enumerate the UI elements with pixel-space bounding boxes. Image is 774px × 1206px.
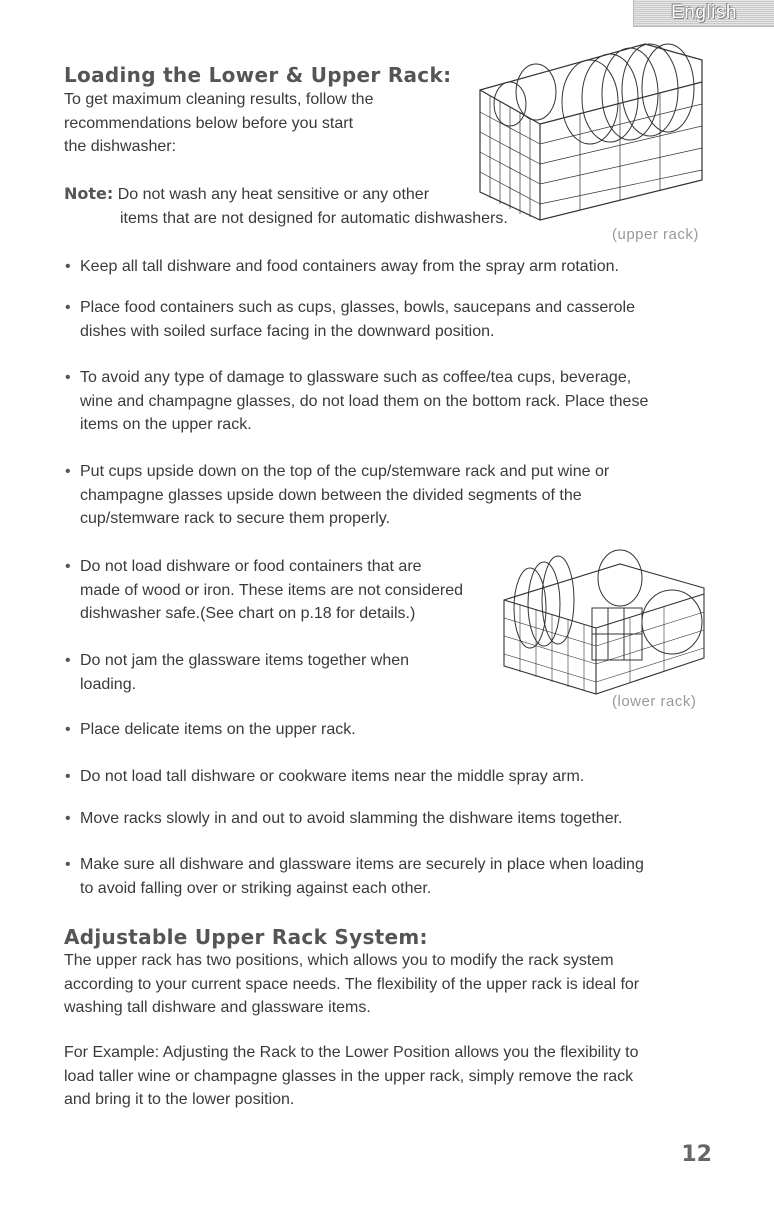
bullet-line: • To avoid any type of damage to glassware such as coffee/tea cups, beverage, xyxy=(80,369,632,386)
bullet-line: • Make sure all dishware and glassware items are securely in place when loading xyxy=(80,856,644,873)
bullet-item xyxy=(64,853,644,900)
bullet-item xyxy=(64,255,619,279)
bullet-item xyxy=(64,366,648,437)
bullet-item xyxy=(64,765,584,789)
paragraph-line: washing tall dishware and glassware items. xyxy=(64,999,371,1016)
bullet-line: loading. xyxy=(80,675,137,693)
bullet-item xyxy=(64,555,463,626)
bullet-line: • Do not jam the glassware items together when xyxy=(80,652,410,669)
section-title-loading: Loading the Lower & Upper Rack: xyxy=(64,63,452,87)
page-number: 12 xyxy=(681,1142,712,1167)
paragraph-line: according to your current space needs. The flexibility of the upper rack is ideal for xyxy=(64,975,640,993)
language-label: English xyxy=(671,2,737,23)
bullet-line: champagne glasses upside down between the divided segments of the xyxy=(80,486,582,504)
language-tab xyxy=(633,0,774,27)
bullet-item xyxy=(64,807,622,831)
upper-rack-illustration xyxy=(470,32,710,222)
intro-line: recommendations below before you start xyxy=(64,114,354,132)
bullet-line: to avoid falling over or striking against each other. xyxy=(80,879,432,897)
intro-line: the dishwasher: xyxy=(64,138,177,155)
bullet-line: cup/stemware rack to secure them properly. xyxy=(80,510,391,527)
note-label: Note: xyxy=(64,184,114,203)
bullet-line: wine and champagne glasses, do not load them on the bottom rack. Place these xyxy=(80,392,649,410)
bullet-item xyxy=(64,718,356,742)
bullet-line: • Do not load tall dishware or cookware items near the middle spray arm. xyxy=(80,768,585,785)
paragraph-line: and bring it to the lower position. xyxy=(64,1091,295,1108)
upper-rack-caption: (upper rack) xyxy=(612,226,699,243)
paragraph-line: For Example: Adjusting the Rack to the Lower Position allows you the flexibility to xyxy=(64,1044,639,1061)
paragraph-line: The upper rack has two positions, which allows you to modify the rack system xyxy=(64,952,614,969)
bullet-line: • Move racks slowly in and out to avoid slamming the dishware items together. xyxy=(80,810,623,827)
bullet-item xyxy=(64,649,409,696)
bullet-line: • Do not load dishware or food containers that are xyxy=(80,558,422,575)
bullet-item xyxy=(64,296,635,343)
adjustable-paragraph-2 xyxy=(64,1041,639,1112)
note-line: Do not wash any heat sensitive or any other xyxy=(117,186,430,203)
bullet-line: • Keep all tall dishware and food containers away from the spray arm rotation. xyxy=(80,258,619,275)
paragraph-line: load taller wine or champagne glasses in the upper rack, simply remove the rack xyxy=(64,1067,634,1085)
bullet-line: dishwasher safe.(See chart on p.18 for details.) xyxy=(80,605,416,622)
lower-rack-illustration xyxy=(500,548,708,696)
note-paragraph xyxy=(64,182,508,230)
bullet-line: • Place delicate items on the upper rack. xyxy=(80,721,356,738)
bullet-item xyxy=(64,460,609,531)
bullet-line: dishes with soiled surface facing in the downward position. xyxy=(80,322,495,340)
bullet-line: • Put cups upside down on the top of the cup/stemware rack and put wine or xyxy=(80,463,610,480)
bullet-line: • Place food containers such as cups, glasses, bowls, saucepans and casserole xyxy=(80,299,635,316)
intro-line: To get maximum cleaning results, follow the xyxy=(64,91,374,108)
adjustable-paragraph-1 xyxy=(64,949,639,1020)
bullet-line: made of wood or iron. These items are not considered xyxy=(80,581,464,599)
bullet-line: items on the upper rack. xyxy=(80,416,252,433)
intro-paragraph xyxy=(64,88,373,159)
note-line: items that are not designed for automatic dishwashers. xyxy=(120,209,508,227)
section-title-adjustable: Adjustable Upper Rack System: xyxy=(64,925,428,949)
lower-rack-caption: (lower rack) xyxy=(612,693,697,710)
